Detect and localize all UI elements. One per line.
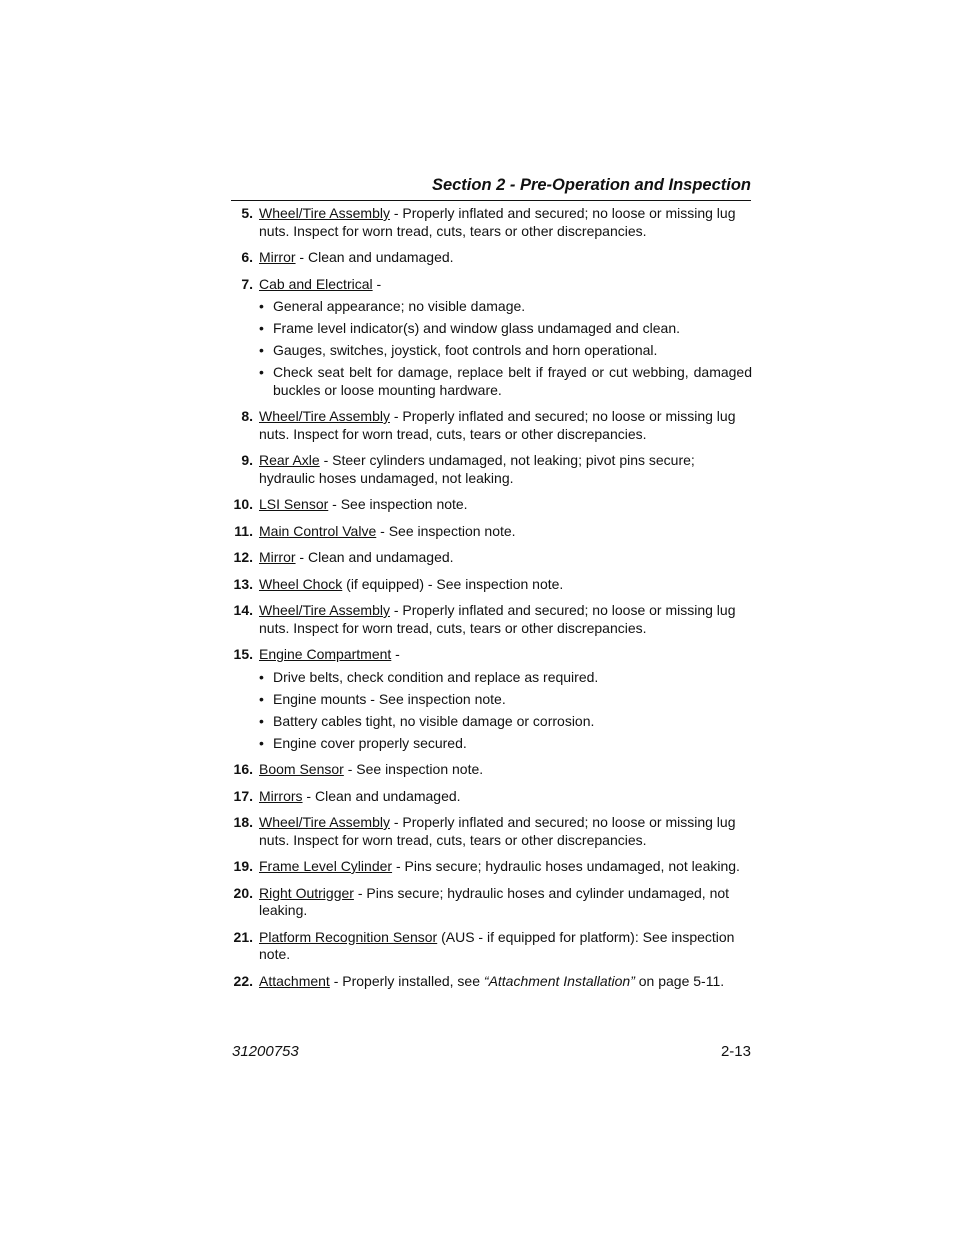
item-body bbox=[259, 496, 468, 512]
item-description: (AUS - if equipped for platform): See inspection note. bbox=[259, 928, 735, 962]
item-description: - Clean and undamaged. bbox=[295, 549, 454, 565]
bullet-item bbox=[259, 713, 752, 731]
bullet-item bbox=[259, 298, 752, 316]
item-description: - bbox=[391, 646, 400, 662]
item-description: - Clean and undamaged. bbox=[302, 787, 461, 804]
item-number: 16. bbox=[233, 761, 253, 777]
item-description: - Pins secure; hydraulic hoses and cylinder undamaged, not leaking. bbox=[259, 884, 730, 918]
item-component-name: Wheel/Tire Assembly bbox=[259, 602, 390, 618]
item-description: - Steer cylinders undamaged, not leaking; pivot pins secure; hydraulic hoses undamaged, not leaking. bbox=[259, 452, 695, 486]
item-number: 17. bbox=[233, 787, 253, 804]
header-divider bbox=[231, 200, 751, 201]
bullet-icon: • bbox=[259, 712, 264, 729]
item-number: 21. bbox=[233, 928, 253, 945]
list-item bbox=[232, 646, 752, 752]
item-body bbox=[259, 646, 400, 662]
list-item bbox=[232, 523, 752, 541]
item-description: - Properly inflated and secured; no loose or missing lug nuts. Inspect for worn tread, cuts, tears or other discrepancies. bbox=[259, 814, 736, 848]
bullet-icon: • bbox=[259, 342, 264, 358]
item-number: 6. bbox=[241, 249, 253, 265]
item-component-name: Platform Recognition Sensor bbox=[259, 928, 438, 945]
item-number: 22. bbox=[233, 972, 253, 989]
item-component-name: LSI Sensor bbox=[259, 496, 329, 512]
item-component-name: Wheel/Tire Assembly bbox=[259, 814, 390, 830]
item-body bbox=[259, 814, 735, 848]
item-number: 20. bbox=[233, 884, 253, 901]
item-component-name: Wheel Chock bbox=[259, 575, 343, 592]
bullet-text: Frame level indicator(s) and window glass undamaged and clean. bbox=[273, 320, 680, 336]
item-body bbox=[259, 205, 735, 239]
bullet-text: General appearance; no visible damage. bbox=[273, 298, 526, 314]
item-component-name: Mirror bbox=[259, 549, 296, 565]
item-component-name: Mirrors bbox=[259, 787, 303, 804]
item-component-name: Wheel/Tire Assembly bbox=[259, 408, 390, 424]
item-body bbox=[259, 452, 695, 486]
item-body bbox=[259, 788, 461, 804]
item-description: - See inspection note. bbox=[343, 761, 484, 777]
item-number: 10. bbox=[233, 496, 253, 512]
item-body bbox=[259, 523, 516, 539]
item-component-name: Rear Axle bbox=[259, 452, 320, 468]
list-item bbox=[232, 549, 752, 567]
item-component-name: Mirror bbox=[259, 249, 296, 265]
item-body bbox=[259, 929, 734, 963]
item-body bbox=[259, 858, 740, 874]
bullet-item bbox=[259, 364, 752, 399]
item-description: - See inspection note. bbox=[376, 522, 516, 539]
list-item bbox=[232, 885, 752, 920]
item-number: 18. bbox=[233, 814, 253, 830]
item-description: - Properly inflated and secured; no loose or missing lug nuts. Inspect for worn tread, cuts, tears or other discrepancies. bbox=[259, 205, 736, 239]
item-body bbox=[259, 973, 724, 989]
list-item bbox=[232, 408, 752, 443]
bullet-item bbox=[259, 342, 752, 360]
item-body bbox=[259, 549, 454, 565]
item-number: 13. bbox=[233, 575, 253, 592]
list-item bbox=[232, 452, 752, 487]
item-body bbox=[259, 249, 454, 265]
list-item bbox=[232, 929, 752, 964]
item-component-name: Boom Sensor bbox=[259, 761, 344, 777]
list-item bbox=[232, 496, 752, 514]
bullet-icon: • bbox=[259, 298, 264, 314]
bullet-list bbox=[259, 669, 752, 753]
list-item bbox=[232, 973, 752, 991]
bullet-item bbox=[259, 320, 752, 338]
item-description: - Pins secure; hydraulic hoses undamaged, not leaking. bbox=[392, 858, 740, 874]
cross-reference: “Attachment Installation” bbox=[483, 972, 635, 989]
item-description: - Properly inflated and secured; no loose or missing lug nuts. Inspect for worn tread, cuts, tears or other discrepancies. bbox=[259, 408, 736, 442]
item-body bbox=[259, 761, 483, 777]
item-number: 12. bbox=[233, 549, 253, 565]
list-item bbox=[232, 788, 752, 806]
section-title: Section 2 - Pre-Operation and Inspection bbox=[431, 176, 751, 194]
item-number: 15. bbox=[233, 646, 253, 662]
item-number: 14. bbox=[233, 602, 253, 618]
item-description: - Properly inflated and secured; no loose or missing lug nuts. Inspect for worn tread, cuts, tears or other discrepancies. bbox=[259, 602, 736, 636]
bullet-text: Gauges, switches, joystick, foot controls and horn operational. bbox=[273, 342, 658, 358]
item-description: (if equipped) - See inspection note. bbox=[342, 575, 564, 592]
item-number: 19. bbox=[233, 858, 253, 874]
item-number: 7. bbox=[241, 275, 253, 292]
bullet-text: Battery cables tight, no visible damage or corrosion. bbox=[273, 712, 595, 729]
item-description: - Properly installed, see bbox=[329, 972, 484, 989]
bullet-text: Engine mounts - See inspection note. bbox=[273, 690, 506, 707]
list-item bbox=[232, 814, 752, 849]
bullet-icon: • bbox=[259, 668, 264, 685]
item-number: 9. bbox=[241, 452, 253, 468]
item-component-name: Attachment bbox=[259, 972, 330, 989]
item-component-name: Right Outrigger bbox=[259, 884, 354, 901]
item-body bbox=[259, 576, 563, 592]
bullet-icon: • bbox=[259, 690, 264, 707]
item-description: - Clean and undamaged. bbox=[295, 249, 454, 265]
bullet-text: Drive belts, check condition and replace as required. bbox=[273, 668, 599, 685]
item-component-name: Cab and Electrical bbox=[259, 275, 373, 292]
bullet-item bbox=[259, 691, 752, 709]
item-description-end: on page 5-11. bbox=[634, 972, 725, 989]
item-description: - See inspection note. bbox=[328, 496, 468, 512]
item-body bbox=[259, 885, 729, 919]
item-description: - bbox=[372, 275, 382, 292]
bullet-icon: • bbox=[259, 364, 264, 380]
list-item bbox=[232, 276, 752, 400]
item-body bbox=[259, 276, 381, 292]
bullet-list bbox=[259, 298, 752, 399]
bullet-icon: • bbox=[259, 734, 264, 751]
page-number: 2-13 bbox=[720, 1043, 751, 1060]
document-number: 31200753 bbox=[232, 1043, 299, 1060]
item-body bbox=[259, 602, 735, 636]
item-number: 11. bbox=[234, 522, 253, 539]
bullet-text: Check seat belt for damage, replace belt if frayed or cut webbing, damaged buckles or loose mounting hardware. bbox=[273, 364, 752, 398]
inspection-list bbox=[232, 205, 752, 999]
bullet-item bbox=[259, 669, 752, 687]
bullet-text: Engine cover properly secured. bbox=[273, 734, 467, 751]
bullet-icon: • bbox=[259, 320, 264, 336]
list-item bbox=[232, 761, 752, 779]
item-component-name: Wheel/Tire Assembly bbox=[259, 205, 390, 221]
bullet-item bbox=[259, 735, 752, 753]
list-item bbox=[232, 249, 752, 267]
item-component-name: Main Control Valve bbox=[259, 522, 377, 539]
item-number: 8. bbox=[241, 408, 253, 424]
item-component-name: Frame Level Cylinder bbox=[259, 858, 393, 874]
list-item bbox=[232, 858, 752, 876]
item-number: 5. bbox=[241, 205, 253, 221]
list-item bbox=[232, 205, 752, 240]
item-component-name: Engine Compartment bbox=[259, 646, 392, 662]
list-item bbox=[232, 576, 752, 594]
list-item bbox=[232, 602, 752, 637]
item-body bbox=[259, 408, 735, 442]
